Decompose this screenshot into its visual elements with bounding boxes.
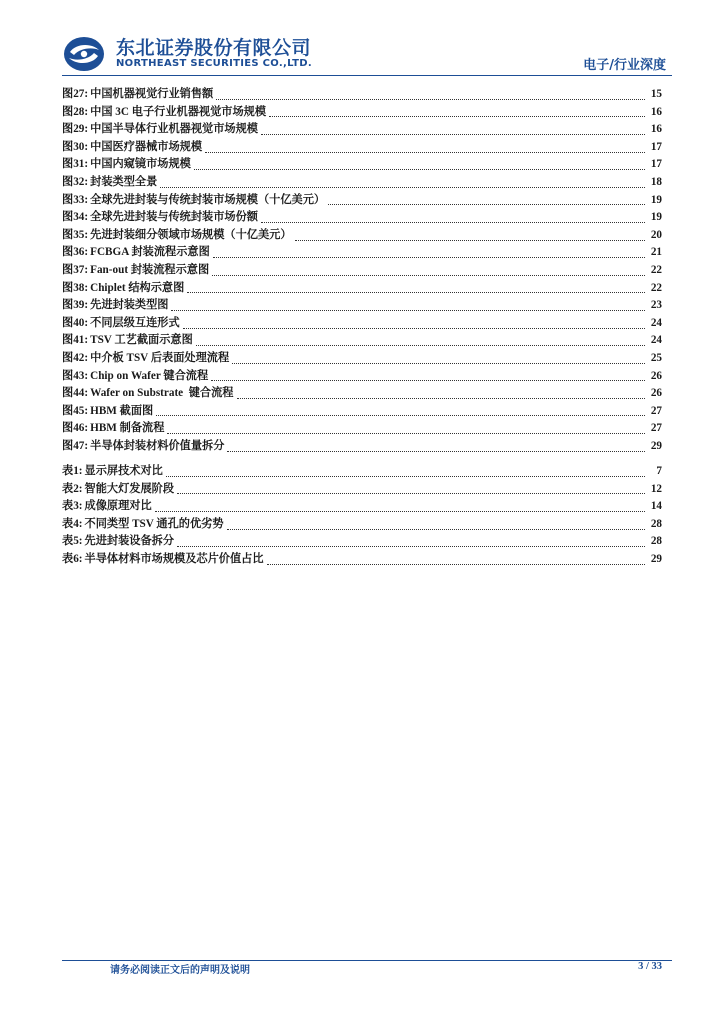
entry-title: 先进封装类型图 [90,299,169,312]
dot-leader [183,327,645,329]
entry-page-number: 21 [650,246,662,259]
entry-title: Wafer on Substrate 键合流程 [90,387,234,400]
entry-page-number: 28 [650,517,662,530]
entry-title: Chiplet 结构示意图 [90,281,185,294]
dot-leader [187,291,645,293]
entry-page-number: 22 [650,281,662,294]
entry-number: 4: [73,517,83,530]
entry-number: 39: [73,299,89,312]
entry-title: Fan-out 封装流程示意图 [90,263,210,276]
dot-leader [194,168,645,170]
toc-entry[interactable] [62,533,662,551]
company-name-en: NORTHEAST SECURITIES CO.,LTD. [116,58,312,69]
dot-leader [156,414,645,416]
footer-disclaimer: 请务必阅读正文后的声明及说明 [110,965,250,976]
dot-leader [232,362,645,364]
toc-entry[interactable] [62,209,662,227]
toc-entry[interactable] [62,244,662,262]
dot-leader [160,186,645,188]
entry-title: 显示屏技术对比 [84,465,163,477]
toc-entry[interactable] [62,121,662,139]
entry-page-number: 12 [650,482,662,495]
entry-title: Chip on Wafer 键合流程 [90,369,209,382]
page-number: 3 / 33 [638,961,662,972]
entry-label: 表 [62,517,74,530]
entry-page-number: 7 [656,465,662,477]
entry-number: 36: [73,246,89,259]
entry-label: 表 [62,482,74,495]
toc-entry[interactable] [62,174,662,192]
entry-number: 40: [73,316,89,329]
entry-title: 中介板 TSV 后表面处理流程 [90,351,230,364]
entry-label: 表 [62,535,74,548]
entry-label: 图 [62,422,74,435]
toc-entry[interactable] [62,463,662,481]
entry-page-number: 20 [650,228,662,241]
toc-entry[interactable] [62,551,662,569]
company-name-cn: 东北证券股份有限公司 [116,37,312,59]
dot-leader [171,309,645,311]
entry-title: 中国 3C 电子行业机器视觉市场规模 [90,105,267,118]
entry-page-number: 24 [650,334,662,347]
entry-label: 图 [62,175,74,188]
entry-page-number: 28 [650,535,662,548]
toc-entry[interactable] [62,262,662,280]
toc-entry[interactable] [62,498,662,516]
entry-page-number: 16 [650,123,662,136]
entry-page-number: 17 [650,140,662,153]
toc-entry[interactable] [62,481,662,499]
entry-number: 3: [73,500,83,513]
entry-number: 38: [73,281,89,294]
entry-number: 47: [73,439,89,452]
entry-number: 30: [73,140,89,153]
entry-label: 图 [62,404,74,417]
dot-leader [269,115,645,117]
entry-page-number: 15 [650,88,662,100]
dot-leader [237,397,646,399]
entry-page-number: 27 [650,404,662,417]
entry-number: 34: [73,211,89,224]
dot-leader [196,344,645,346]
entry-number: 44: [73,387,89,400]
entry-page-number: 22 [650,263,662,276]
toc-entry[interactable] [62,315,662,333]
entry-page-number: 16 [650,105,662,118]
toc-entry[interactable] [62,156,662,174]
toc-entry[interactable] [62,516,662,534]
entry-number: 42: [73,351,89,364]
entry-title: 中国半导体行业机器视觉市场规模 [90,123,258,136]
entry-title: 全球先进封装与传统封装市场规模（十亿美元） [90,193,326,206]
dot-leader [295,239,645,241]
header-divider [62,75,672,76]
entry-page-number: 19 [650,211,662,224]
entry-label: 图 [62,228,74,241]
entry-label: 表 [62,552,74,565]
entry-page-number: 14 [650,500,662,513]
toc-entry[interactable] [62,438,662,456]
dot-leader [328,203,645,205]
entry-label: 图 [62,369,74,382]
entry-title: 不同类型 TSV 通孔的优劣势 [84,517,224,530]
entry-number: 31: [73,158,89,171]
entry-label: 表 [62,465,74,477]
entry-number: 5: [73,535,83,548]
dot-leader [166,475,645,477]
entry-label: 图 [62,211,74,224]
entry-page-number: 26 [650,387,662,400]
entry-label: 图 [62,316,74,329]
entry-title: 成像原理对比 [84,500,152,513]
dot-leader [213,256,645,258]
toc-entry[interactable] [62,280,662,298]
entry-page-number: 18 [650,175,662,188]
entry-number: 2: [73,482,83,495]
entry-page-number: 24 [650,316,662,329]
dot-leader [267,563,645,565]
entry-title: 智能大灯发展阶段 [84,482,175,495]
table-list [62,463,662,569]
dot-leader [212,274,645,276]
entry-number: 41: [73,334,89,347]
entry-title: 先进封装设备拆分 [84,535,175,548]
entry-label: 图 [62,140,74,153]
entry-number: 35: [73,228,89,241]
entry-label: 图 [62,105,74,118]
entry-number: 45: [73,404,89,417]
entry-title: 先进封装细分领域市场规模（十亿美元） [90,228,292,241]
dot-leader [155,510,645,512]
entry-page-number: 29 [650,552,662,565]
entry-title: 封装类型全景 [90,175,158,188]
entry-title: 全球先进封装与传统封装市场份额 [90,211,258,224]
dot-leader [177,492,645,494]
entry-number: 6: [73,552,83,565]
entry-title: HBM 截面图 [90,404,154,417]
entry-label: 图 [62,123,74,136]
page-header [0,0,724,80]
entry-page-number: 19 [650,193,662,206]
entry-number: 32: [73,175,89,188]
dot-leader [227,528,645,530]
toc-entry[interactable] [62,403,662,421]
entry-page-number: 27 [650,422,662,435]
toc-entry[interactable] [62,227,662,245]
toc-entry[interactable] [62,297,662,315]
entry-page-number: 26 [650,369,662,382]
entry-label: 图 [62,299,74,312]
entry-label: 图 [62,193,74,206]
entry-label: 图 [62,246,74,259]
entry-title: 中国内窥镜市场规模 [90,158,191,171]
entry-number: 46: [73,422,89,435]
toc-entry[interactable] [62,139,662,157]
dot-leader [205,151,645,153]
entry-label: 图 [62,351,74,364]
entry-page-number: 23 [650,299,662,312]
entry-label: 图 [62,439,74,452]
entry-number: 28: [73,105,89,118]
toc-entry[interactable] [62,192,662,210]
dot-leader [261,221,645,223]
section-tag: 电子/行业深度 [583,58,666,73]
entry-title: TSV 工艺截面示意图 [90,334,193,347]
entry-label: 图 [62,263,74,276]
toc-entry[interactable] [62,332,662,350]
entry-label: 图 [62,334,74,347]
entry-number: 27: [73,88,89,100]
dot-leader [216,98,645,100]
toc-entry[interactable] [62,385,662,403]
entry-page-number: 17 [650,158,662,171]
entry-title: HBM 制备流程 [90,422,165,435]
entry-label: 图 [62,158,74,171]
entry-label: 表 [62,500,74,513]
entry-number: 43: [73,369,89,382]
dot-leader [177,545,645,547]
entry-label: 图 [62,387,74,400]
entry-number: 1: [73,465,83,477]
entry-title: 不同层级互连形式 [90,316,180,329]
figure-list [62,86,662,455]
entry-number: 33: [73,193,89,206]
entry-label: 图 [62,88,74,100]
toc-entry[interactable] [62,420,662,438]
entry-title: 中国医疗器械市场规模 [90,140,203,153]
entry-page-number: 29 [650,439,662,452]
toc-entry[interactable] [62,350,662,368]
toc-entry[interactable] [62,86,662,104]
dot-leader [227,450,645,452]
dot-leader [211,379,645,381]
dot-leader [261,133,645,135]
dot-leader [167,432,645,434]
toc-entry[interactable] [62,104,662,122]
northeast-securities-logo-icon [62,35,106,73]
entry-title: FCBGA 封装流程示意图 [90,246,210,259]
toc-entry[interactable] [62,368,662,386]
entry-title: 中国机器视觉行业销售额 [90,88,214,100]
entry-title: 半导体材料市场规模及芯片价值占比 [84,552,264,565]
entry-number: 37: [73,263,89,276]
entry-label: 图 [62,281,74,294]
entry-number: 29: [73,123,89,136]
entry-title: 半导体封装材料价值量拆分 [90,439,225,452]
entry-page-number: 25 [650,351,662,364]
